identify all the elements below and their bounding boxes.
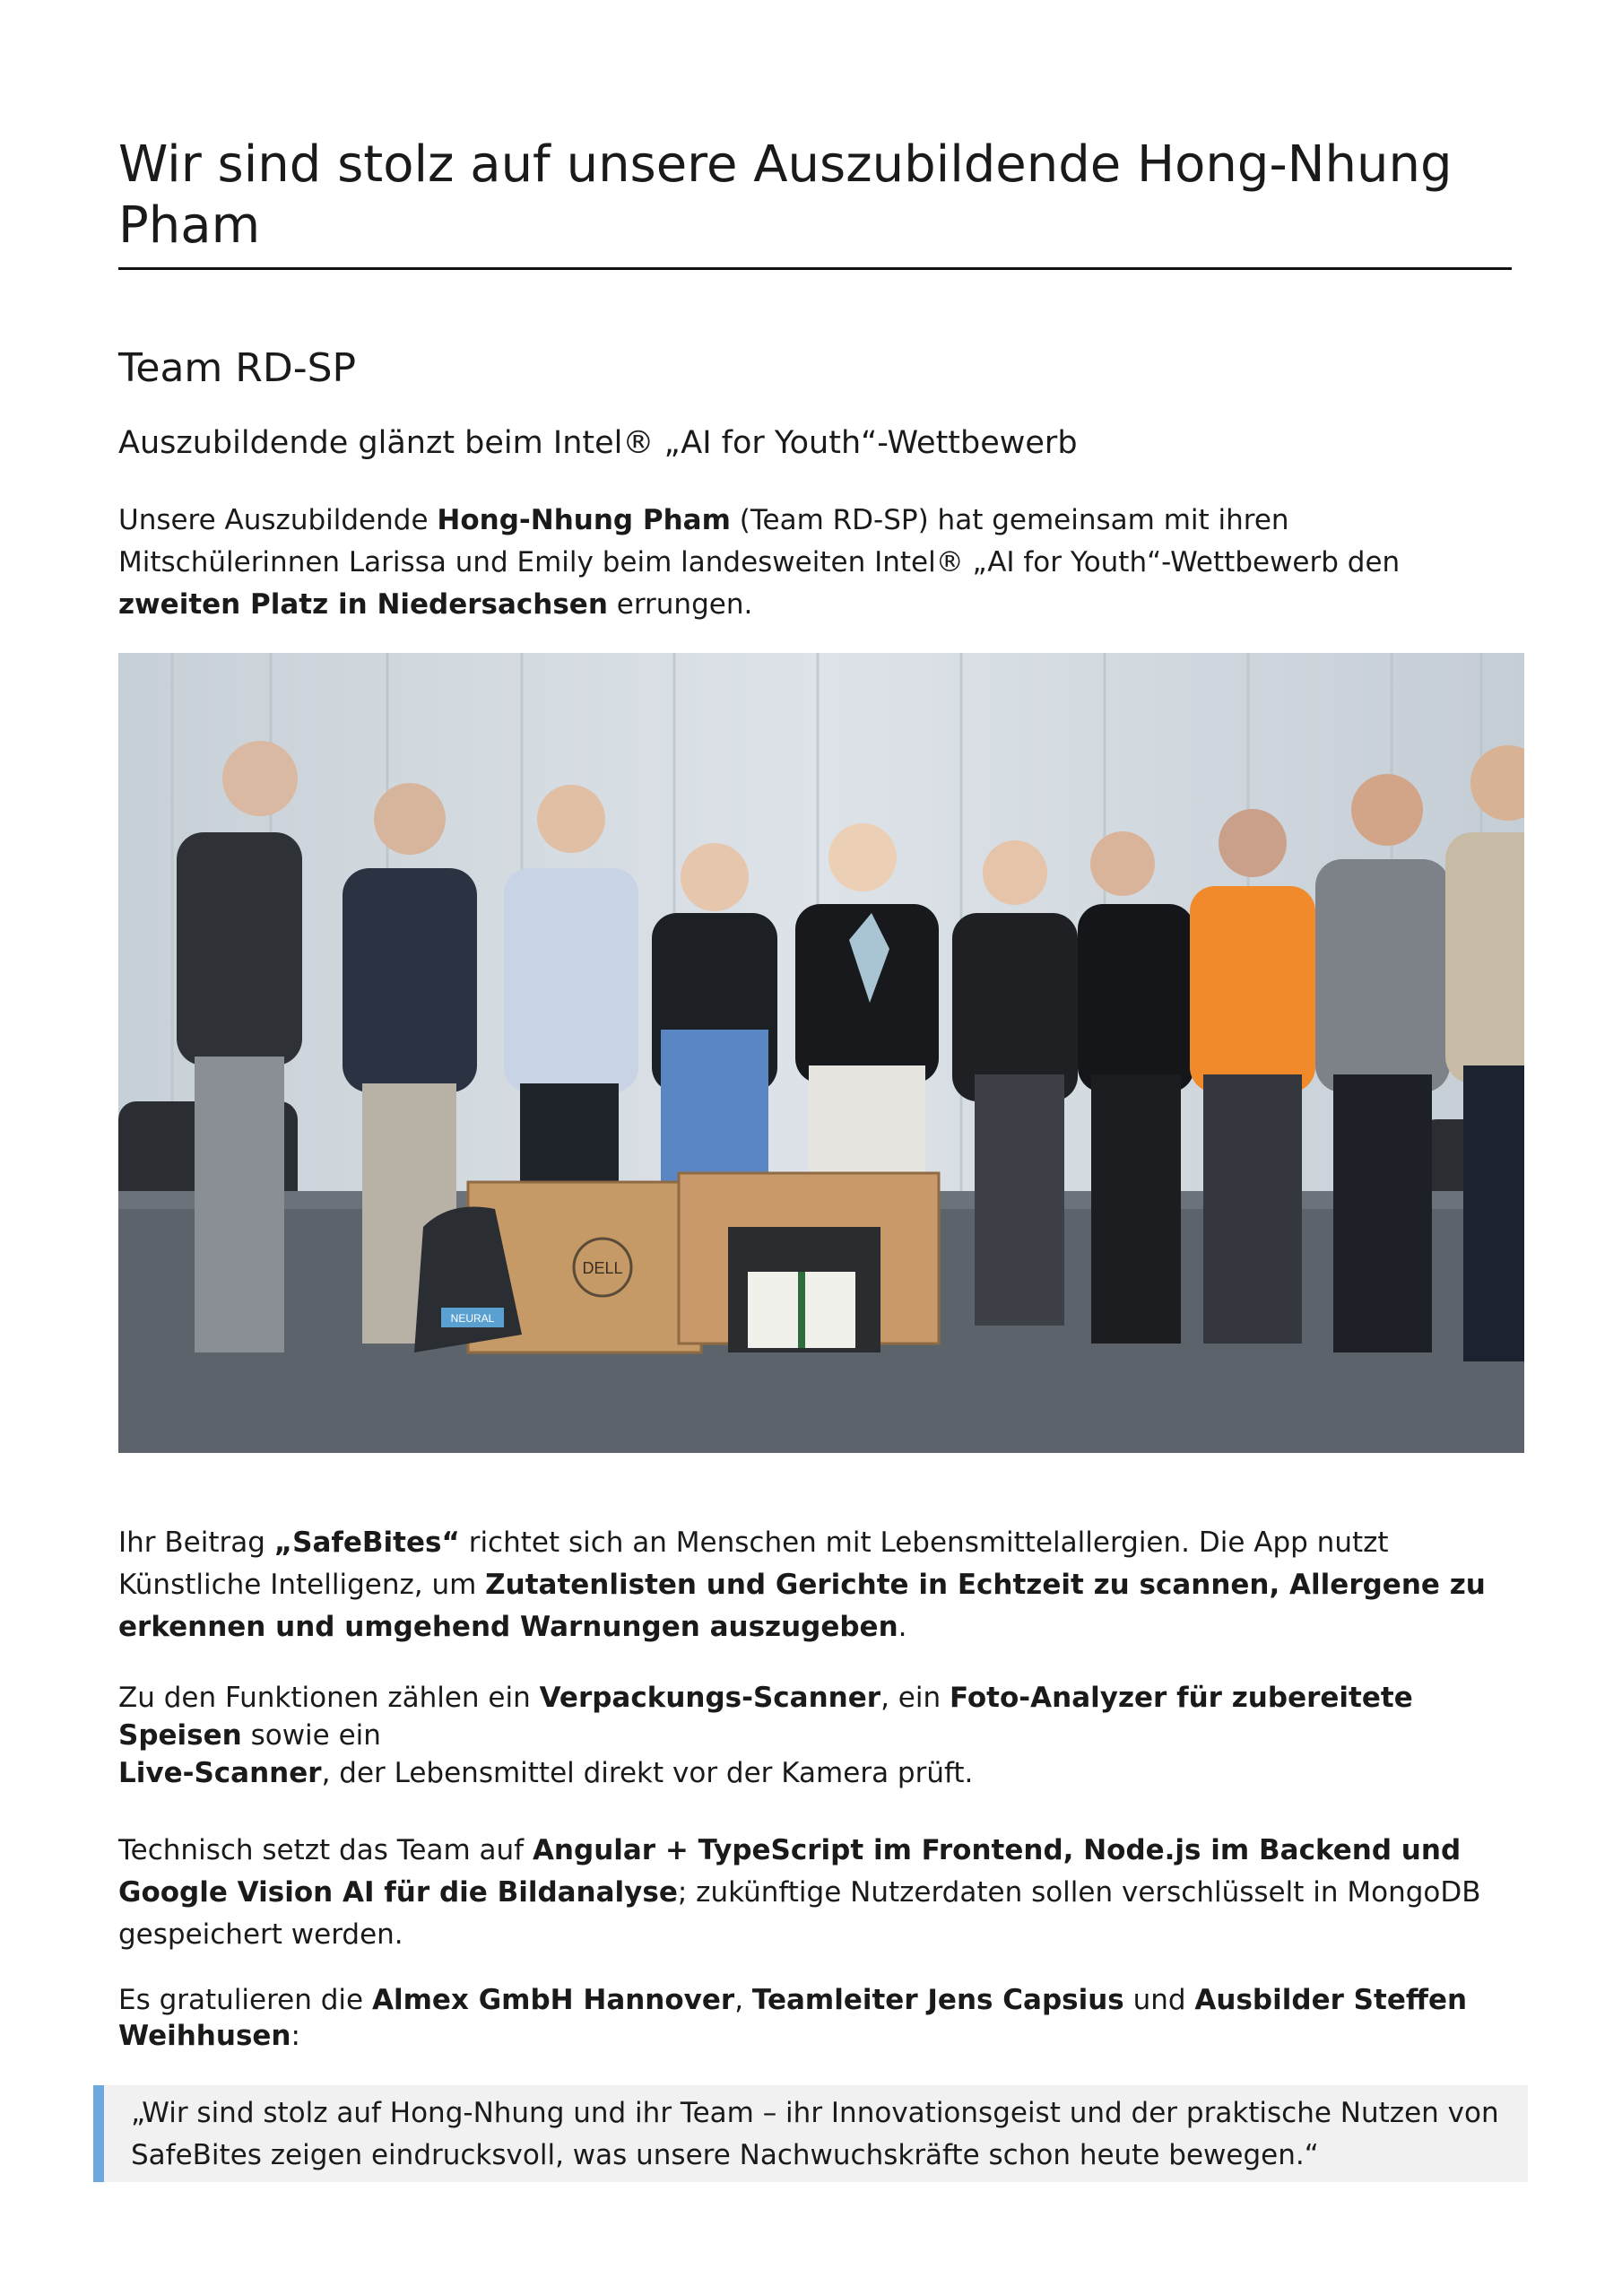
congratulations-paragraph: Es gratulieren die Almex GmbH Hannover, Teamleiter Jens Capsius und Ausbilder Steffen Weihhusen: bbox=[118, 1984, 1468, 2052]
intro-paragraph: Unsere Auszubildende Hong-Nhung Pham (Team RD-SP) hat gemeinsam mit ihren Mitschülerinnen Larissa und Emily beim landesweiten Intel® „AI for Youth“-Wettbewerb den zweiten Platz in Niedersachsen errungen. bbox=[118, 504, 1401, 621]
article-subheading: Auszubildende glänzt beim Intel® „AI for Youth“-Wettbewerb bbox=[118, 425, 1078, 461]
page-title: Wir sind stolz auf unsere Auszubildende Hong-Nhung Pham bbox=[118, 135, 1453, 255]
title-divider bbox=[118, 267, 1512, 270]
box-brand-label: DELL bbox=[582, 1259, 623, 1277]
quote-block: „Wir sind stolz auf Hong-Nhung und ihr Team – ihr Innovationsgeist und der praktische Nutzen von SafeBites zeigen eindrucksvoll, was unsere Nachwuchskräfte schon heute bewegen.“ bbox=[93, 2085, 1528, 2182]
features-paragraph: Zu den Funktionen zählen ein Verpackungs-Scanner, ein Foto-Analyzer für zubereitete Speisen sowie ein Live-Scanner, der Lebensmittel direkt vor der Kamera prüft. bbox=[118, 1682, 1413, 1789]
bag-label: NEURAL bbox=[450, 1312, 495, 1325]
team-photo bbox=[118, 653, 1524, 1453]
tech-paragraph: Technisch setzt das Team auf Angular + TypeScript im Frontend, Node.js im Backend und Google Vision AI für die Bildanalyse; zukünftige Nutzerdaten sollen verschlüsselt in MongoDB gespeichert werden. bbox=[118, 1834, 1481, 1951]
team-heading: Team RD-SP bbox=[118, 345, 357, 391]
safebites-paragraph: Ihr Beitrag „SafeBites“ richtet sich an Menschen mit Lebensmittelallergien. Die App nutzt Künstliche Intelligenz, um Zutatenlisten und Gerichte in Echtzeit zu scannen, Allergene zu erkennen und umgehend Warnungen auszugeben. bbox=[118, 1526, 1486, 1643]
